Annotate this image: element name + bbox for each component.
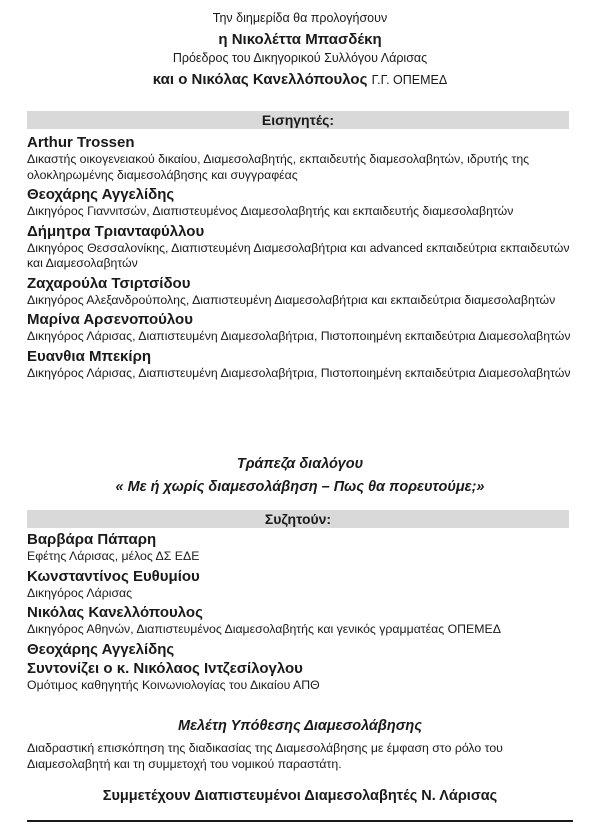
intro-speaker-2-role: Γ.Γ. ΟΠΕΜΕΔ — [371, 73, 448, 87]
casestudy-title: Μελέτη Υπόθεσης Διαμεσολάβησης — [178, 718, 422, 734]
discussant-name: Βαρβάρα Πάπαρη — [27, 531, 157, 548]
intro-speaker-1-role: Πρόεδρος του Δικηγορικού Συλλόγου Λάρισας — [172, 51, 428, 65]
bottom-rule — [27, 820, 573, 822]
discussant-entry — [27, 603, 575, 638]
speaker-entry — [27, 274, 575, 309]
intro-line: Την διημερίδα θα προλογήσουν — [212, 11, 388, 25]
intro-speaker-1: η Νικολέττα Μπασδέκη — [218, 31, 382, 48]
speaker-name: Μαρίνα Αρσενοπούλου — [27, 311, 193, 328]
speaker-entry — [27, 222, 575, 272]
casestudy-text: Διαδραστική επισκόπηση της διαδικασίας της Διαμεσολάβησης με έμφαση στο ρόλο του Διαμεσολαβητή και τη συμμετοχή του νομικού παραστάτη. — [27, 741, 503, 771]
discussants-heading: Συζητούν: — [27, 510, 569, 528]
moderator-desc: Ομότιμος καθηγητής Κοινωνιολογίας του Δικαίου ΑΠΘ — [27, 677, 320, 692]
speaker-desc: Δικηγόρος Θεσσαλονίκης, Διαπιστευμένη Διαμεσολαβήτρια και advanced εκπαιδεύτρια εκπαιδευτών και Διαμεσολαβητών — [27, 240, 570, 270]
speaker-entry — [27, 185, 575, 220]
speaker-entry — [27, 133, 575, 183]
speaker-name: Θεοχάρης Αγγελίδης — [27, 186, 175, 203]
intro-speaker-2-line — [0, 70, 600, 90]
speaker-desc: Δικηγόρος Λάρισας, Διαπιστευμένη Διαμεσολαβήτρια, Πιστοποιημένη εκπαιδεύτρια Διαμεσολαβητών — [27, 329, 571, 343]
discussant-name: Θεοχάρης Αγγελίδης — [27, 640, 175, 658]
roundtable-title: Τράπεζα διαλόγου — [236, 456, 364, 472]
casestudy-block — [27, 716, 573, 772]
speaker-name: Arthur Trossen — [27, 134, 135, 151]
speaker-name: Ζαχαρούλα Τσιρτσίδου — [27, 274, 191, 292]
moderator-name: Συντονίζει ο κ. Νικόλαος Ιντζεσίλογλου — [27, 659, 303, 677]
discussant-entry — [27, 640, 575, 659]
discussant-desc: Δικηγόρος Λάρισας — [27, 585, 133, 600]
speakers-heading: Εισηγητές: — [27, 111, 569, 129]
discussants-list — [27, 530, 575, 695]
discussant-desc: Δικηγόρος Αθηνών, Διαπιστευμένος Διαμεσολαβητής και γενικός γραμματέας ΟΠΕΜΕΔ — [27, 622, 501, 636]
discussant-name: Νικόλας Κανελλόπουλος — [27, 604, 203, 621]
discussant-entry — [27, 567, 575, 602]
speaker-name: Δήμητρα Τριανταφύλλου — [27, 222, 205, 240]
footer-text: Συμμετέχουν Διαπιστευμένοι Διαμεσολαβητές Ν. Λάρισας — [102, 788, 498, 804]
speaker-entry — [27, 347, 575, 382]
intro-block — [0, 10, 600, 90]
speakers-list — [27, 133, 575, 383]
speaker-entry — [27, 310, 575, 345]
roundtable-subtitle: « Με ή χωρίς διαμεσολάβηση – Πως θα πορευτούμε;» — [115, 479, 485, 495]
speaker-desc: Δικηγόρος Γιαννιτσών, Διαπιστευμένος Διαμεσολαβητής και εκπαιδευτής διαμεσολαβητών — [27, 204, 514, 218]
discussant-name: Κωνσταντίνος Ευθυμίου — [27, 567, 200, 585]
speaker-desc: Δικηγόρος Λάρισας, Διαπιστευμένη Διαμεσολαβήτρια, Πιστοποιημένη εκπαιδεύτρια Διαμεσολαβητών — [27, 365, 571, 380]
speaker-name: Ευανθια Μπεκίρη — [27, 347, 152, 365]
intro-speaker-2: και ο Νικόλας Κανελλόπουλος — [152, 71, 368, 88]
speaker-desc: Δικαστής οικογενειακού δικαίου, Διαμεσολαβητής, εκπαιδευτής διαμεσολαβητών, ιδρυτής της ολοκληρωμένης διαμεσολάβησης και συγγραφέας — [27, 152, 530, 182]
discussant-desc: Εφέτης Λάρισας, μέλος ΔΣ ΕΔΕ — [27, 549, 200, 563]
discussant-entry — [27, 530, 575, 565]
speaker-desc: Δικηγόρος Αλεξανδρούπολης, Διαπιστευμένη Διαμεσολαβήτρια και εκπαιδεύτρια διαμεσολαβητών — [27, 292, 556, 307]
roundtable-block — [0, 454, 600, 497]
moderator-entry — [27, 659, 575, 694]
